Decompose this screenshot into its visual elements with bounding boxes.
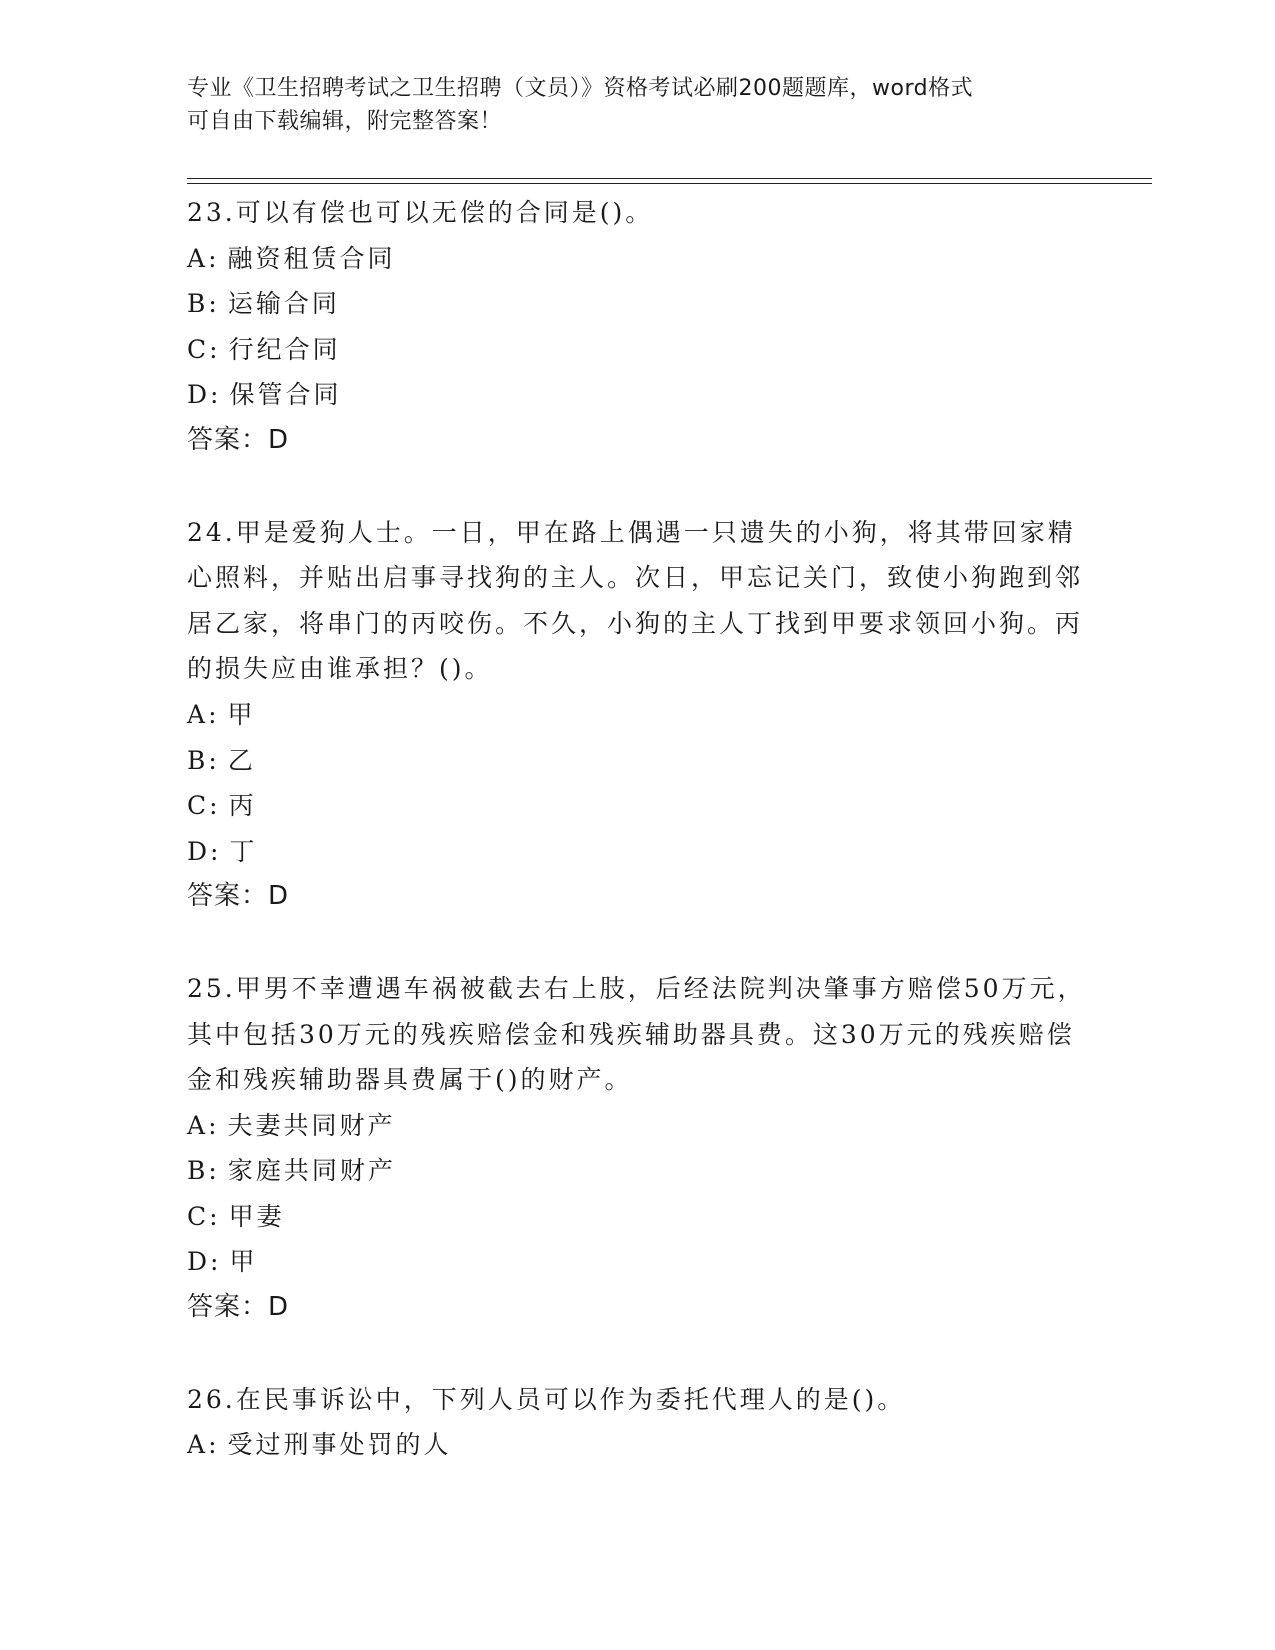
question-26: [187, 1377, 1087, 1468]
option-c: C: 丙: [187, 791, 257, 821]
option-text: 乙: [227, 745, 256, 775]
option-letter: C: [187, 1201, 210, 1231]
option-letter: A: [187, 1110, 209, 1140]
option-text: 行纪合同: [228, 334, 341, 364]
option-c: C: 行纪合同: [187, 334, 341, 364]
option-letter: B: [187, 745, 209, 775]
question-25: [187, 966, 1087, 1331]
header-divider-bottom: [187, 183, 1152, 184]
option-text: 丙: [228, 791, 257, 821]
option-letter: C: [187, 791, 210, 821]
option-d: D: 保管合同: [187, 380, 342, 410]
option-letter: D: [187, 380, 211, 410]
header-line-2: 可自由下载编辑，附完整答案！: [187, 109, 503, 134]
option-a: A: 甲: [187, 699, 256, 729]
option-text: 运输合同: [227, 289, 340, 319]
option-c: C: 甲妻: [187, 1201, 285, 1231]
answer-label: 答案：D: [187, 881, 290, 912]
option-letter: B: [187, 289, 209, 319]
question-23: [187, 190, 1087, 464]
option-text: 保管合同: [229, 380, 342, 410]
option-d: D: 丁: [187, 836, 258, 866]
option-letter: A: [187, 243, 209, 273]
option-text: 甲: [229, 1247, 258, 1277]
option-a: A: 融资租赁合同: [187, 243, 396, 273]
header-line-1: 专业《卫生招聘考试之卫生招聘（文员）》资格考试必刷200题题库，word格式: [187, 76, 974, 101]
option-a: A: 受过刑事处罚的人: [187, 1430, 452, 1460]
option-b: B: 运输合同: [187, 289, 340, 319]
option-text: 家庭共同财产: [227, 1156, 396, 1186]
option-text: 丁: [229, 836, 258, 866]
option-b: B: 乙: [187, 745, 256, 775]
document-header: [187, 72, 1067, 138]
header-divider-top: [187, 178, 1152, 179]
option-letter: A: [187, 1430, 209, 1460]
option-letter: C: [187, 334, 210, 364]
option-text: 融资租赁合同: [227, 243, 396, 273]
question-text: 26.在民事诉讼中，下列人员可以作为委托代理人的是()。: [187, 1384, 906, 1414]
option-letter: A: [187, 699, 209, 729]
question-text: 25.甲男不幸遭遇车祸被截去右上肢，后经法院判决肇事方赔偿50万元，其中包括30万元的残疾赔偿金和残疾辅助器具费。这30万元的残疾赔偿金和残疾辅助器具费属于()的财产。: [187, 973, 1086, 1095]
option-text: 夫妻共同财产: [227, 1110, 396, 1140]
answer-label: 答案：D: [187, 1292, 290, 1323]
option-text: 甲妻: [228, 1201, 285, 1231]
question-list: [187, 190, 1087, 1468]
option-d: D: 甲: [187, 1247, 258, 1277]
option-text: 受过刑事处罚的人: [227, 1430, 452, 1460]
option-letter: B: [187, 1156, 209, 1186]
option-a: A: 夫妻共同财产: [187, 1110, 396, 1140]
answer-label: 答案：D: [187, 424, 290, 455]
option-text: 甲: [227, 699, 256, 729]
question-24: [187, 510, 1087, 920]
option-letter: D: [187, 836, 211, 866]
option-b: B: 家庭共同财产: [187, 1156, 396, 1186]
option-letter: D: [187, 1247, 211, 1277]
question-text: 23.可以有偿也可以无偿的合同是()。: [187, 198, 654, 227]
question-text: 24.甲是爱狗人士。一日，甲在路上偶遇一只遗失的小狗，将其带回家精心照料，并贴出启事寻找狗的主人。次日，甲忘记关门，致使小狗跑到邻居乙家，将串门的丙咬伤。不久，小狗的主人丁找到甲要求领回小狗。丙的损失应由谁承担？()。: [187, 517, 1084, 684]
